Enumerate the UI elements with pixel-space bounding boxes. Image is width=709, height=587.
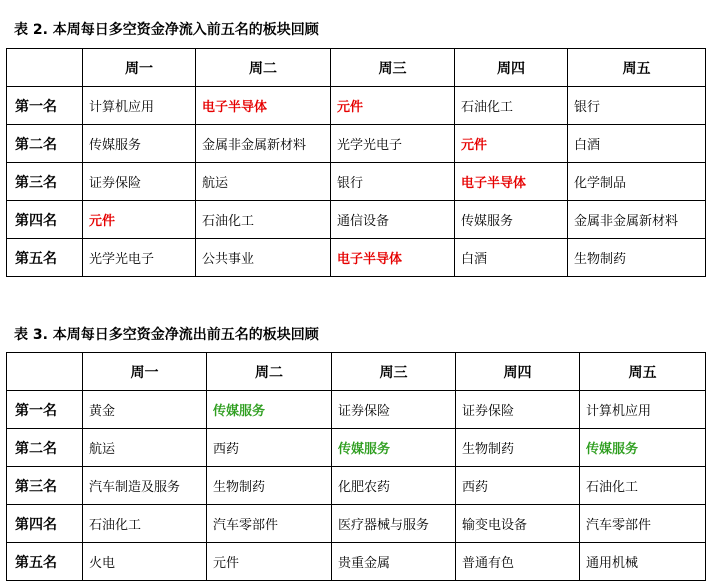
table-cell: 证券保险 (83, 163, 196, 201)
highlighted-cell: 电子半导体 (455, 163, 568, 201)
table-cell: 医疗器械与服务 (332, 505, 456, 543)
table-cell: 金属非金属新材料 (568, 201, 706, 239)
outflow-table (6, 352, 706, 581)
header-corner (7, 353, 83, 391)
header-corner (7, 49, 83, 87)
header-day: 周四 (455, 49, 568, 87)
header-row (7, 353, 706, 391)
table-cell: 白酒 (455, 239, 568, 277)
table-cell: 汽车制造及服务 (83, 467, 207, 505)
row-label: 第一名 (7, 87, 83, 125)
table-cell: 银行 (331, 163, 455, 201)
header-day: 周二 (207, 353, 332, 391)
table-2-caption: 表 2. 本周每日多空资金净流入前五名的板块回顾 (14, 22, 319, 38)
table-row (7, 429, 706, 467)
table-cell: 航运 (196, 163, 331, 201)
row-label: 第四名 (7, 201, 83, 239)
highlighted-cell: 元件 (83, 201, 196, 239)
table-3-caption: 表 3. 本周每日多空资金净流出前五名的板块回顾 (14, 327, 319, 343)
table-cell: 生物制药 (207, 467, 332, 505)
table-cell: 证券保险 (456, 391, 580, 429)
header-day: 周五 (580, 353, 706, 391)
table-cell: 汽车零部件 (207, 505, 332, 543)
row-label: 第三名 (7, 163, 83, 201)
table-cell: 贵重金属 (332, 543, 456, 581)
highlighted-cell: 电子半导体 (196, 87, 331, 125)
table-cell: 石油化工 (83, 505, 207, 543)
table-cell: 计算机应用 (580, 391, 706, 429)
table-row (7, 467, 706, 505)
header-day: 周二 (196, 49, 331, 87)
table-cell: 元件 (207, 543, 332, 581)
table-cell: 生物制药 (568, 239, 706, 277)
highlighted-cell: 电子半导体 (331, 239, 455, 277)
row-label: 第五名 (7, 239, 83, 277)
table-cell: 火电 (83, 543, 207, 581)
inflow-table (6, 48, 706, 277)
table-row (7, 87, 706, 125)
table-cell: 石油化工 (196, 201, 331, 239)
table-cell: 公共事业 (196, 239, 331, 277)
highlighted-cell: 传媒服务 (332, 429, 456, 467)
header-day: 周三 (332, 353, 456, 391)
table-row (7, 239, 706, 277)
table-row (7, 163, 706, 201)
header-day: 周一 (83, 49, 196, 87)
header-day: 周五 (568, 49, 706, 87)
row-label: 第四名 (7, 505, 83, 543)
table-cell: 黄金 (83, 391, 207, 429)
table-cell: 石油化工 (455, 87, 568, 125)
row-label: 第一名 (7, 391, 83, 429)
table-cell: 西药 (456, 467, 580, 505)
table-cell: 输变电设备 (456, 505, 580, 543)
table-cell: 汽车零部件 (580, 505, 706, 543)
table-row (7, 391, 706, 429)
header-day: 周一 (83, 353, 207, 391)
table-cell: 普通有色 (456, 543, 580, 581)
table-cell: 生物制药 (456, 429, 580, 467)
highlighted-cell: 传媒服务 (580, 429, 706, 467)
row-label: 第二名 (7, 125, 83, 163)
table-cell: 传媒服务 (83, 125, 196, 163)
table-cell: 证券保险 (332, 391, 456, 429)
table-row (7, 505, 706, 543)
table-cell: 光学光电子 (83, 239, 196, 277)
highlighted-cell: 元件 (331, 87, 455, 125)
table-cell: 通用机械 (580, 543, 706, 581)
row-label: 第二名 (7, 429, 83, 467)
table-cell: 西药 (207, 429, 332, 467)
table-cell: 通信设备 (331, 201, 455, 239)
table-row (7, 543, 706, 581)
highlighted-cell: 元件 (455, 125, 568, 163)
table-cell: 计算机应用 (83, 87, 196, 125)
highlighted-cell: 传媒服务 (207, 391, 332, 429)
table-cell: 金属非金属新材料 (196, 125, 331, 163)
table-cell: 白酒 (568, 125, 706, 163)
header-day: 周三 (331, 49, 455, 87)
table-cell: 银行 (568, 87, 706, 125)
table-cell: 光学光电子 (331, 125, 455, 163)
header-row (7, 49, 706, 87)
header-day: 周四 (456, 353, 580, 391)
table-cell: 石油化工 (580, 467, 706, 505)
table-row (7, 125, 706, 163)
table-cell: 航运 (83, 429, 207, 467)
row-label: 第五名 (7, 543, 83, 581)
table-cell: 传媒服务 (455, 201, 568, 239)
table-row (7, 201, 706, 239)
row-label: 第三名 (7, 467, 83, 505)
table-cell: 化肥农药 (332, 467, 456, 505)
table-cell: 化学制品 (568, 163, 706, 201)
